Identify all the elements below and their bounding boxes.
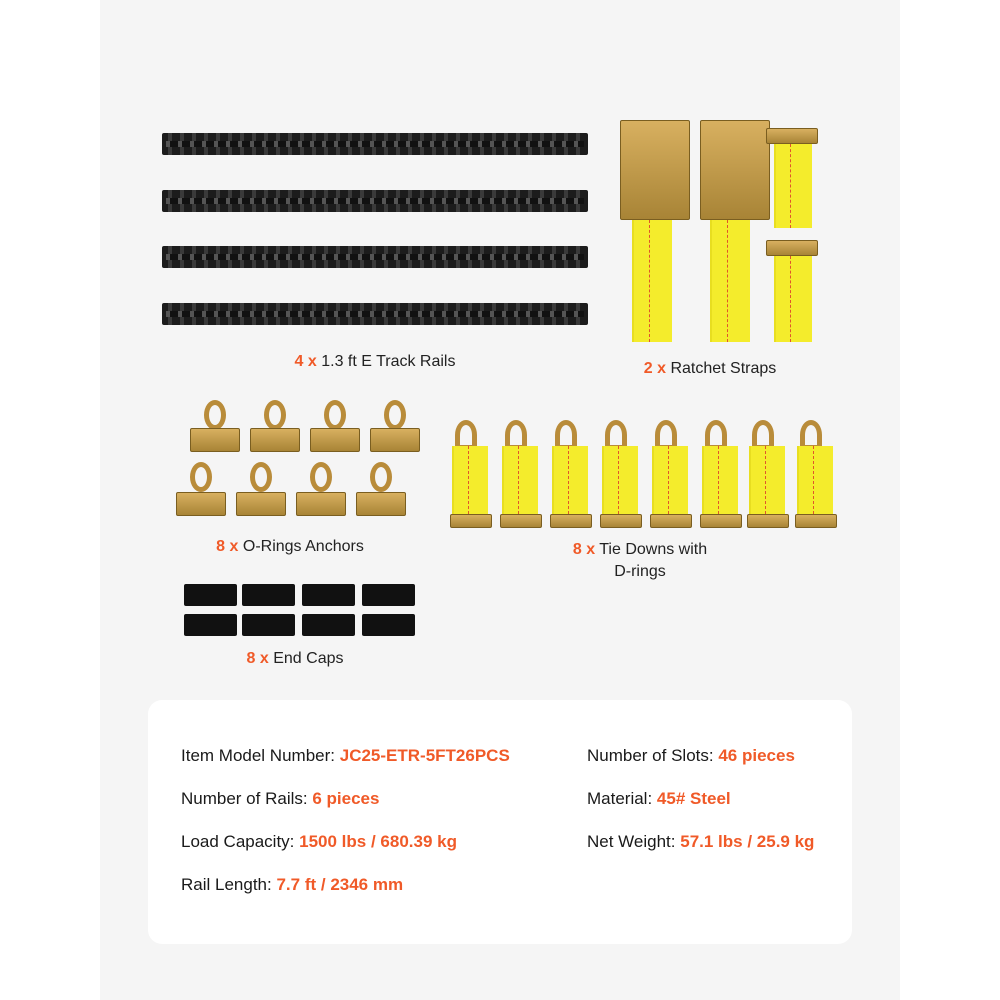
label: Ratchet Straps	[670, 360, 777, 377]
spec-label: Number of Slots:	[587, 746, 714, 765]
spec-value: 46 pieces	[718, 746, 795, 765]
spec-slots	[587, 746, 795, 766]
count: 4 x	[294, 353, 317, 370]
count: 8 x	[246, 650, 269, 667]
label: Tie Downs with	[599, 541, 708, 558]
spec-value: 57.1 lbs / 25.9 kg	[680, 832, 815, 851]
rail	[162, 303, 588, 325]
spec-value: 7.7 ft / 2346 mm	[276, 875, 404, 894]
spec-label: Rail Length:	[181, 875, 272, 894]
rail	[162, 246, 588, 268]
spec-rail-length	[181, 875, 403, 895]
spec-value: 1500 lbs / 680.39 kg	[299, 832, 457, 851]
strap	[632, 220, 672, 342]
spec-rails	[181, 789, 379, 809]
ratchet	[620, 120, 690, 220]
count: 2 x	[643, 360, 666, 377]
spec-label: Number of Rails:	[181, 789, 308, 808]
ratchet-caption	[610, 360, 810, 378]
spec-label: Load Capacity:	[181, 832, 295, 851]
rails-caption	[262, 353, 488, 371]
rail	[162, 133, 588, 155]
fitting	[766, 128, 818, 144]
spec-value: JC25-ETR-5FT26PCS	[339, 746, 510, 765]
label: 1.3 ft E Track Rails	[321, 353, 456, 370]
orings-caption	[190, 538, 390, 556]
specs-card	[148, 700, 852, 944]
spec-load-capacity	[181, 832, 457, 852]
spec-material	[587, 789, 731, 809]
tiedowns-caption	[540, 539, 740, 583]
spec-value: 45# Steel	[656, 789, 731, 808]
strap	[774, 144, 812, 228]
strap	[774, 256, 812, 342]
ratchet	[700, 120, 770, 220]
spec-model-number	[181, 746, 510, 766]
spec-label: Item Model Number:	[181, 746, 335, 765]
label: O-Rings Anchors	[242, 538, 364, 555]
label: End Caps	[273, 650, 344, 667]
spec-label: Net Weight:	[587, 832, 676, 851]
strap	[710, 220, 750, 342]
count: 8 x	[216, 538, 239, 555]
label-line2: D-rings	[614, 563, 666, 580]
count: 8 x	[572, 541, 596, 558]
spec-net-weight	[587, 832, 814, 852]
spec-label: Material:	[587, 789, 653, 808]
endcaps-caption	[195, 650, 395, 668]
fitting	[766, 240, 818, 256]
rail	[162, 190, 588, 212]
spec-value: 6 pieces	[312, 789, 380, 808]
